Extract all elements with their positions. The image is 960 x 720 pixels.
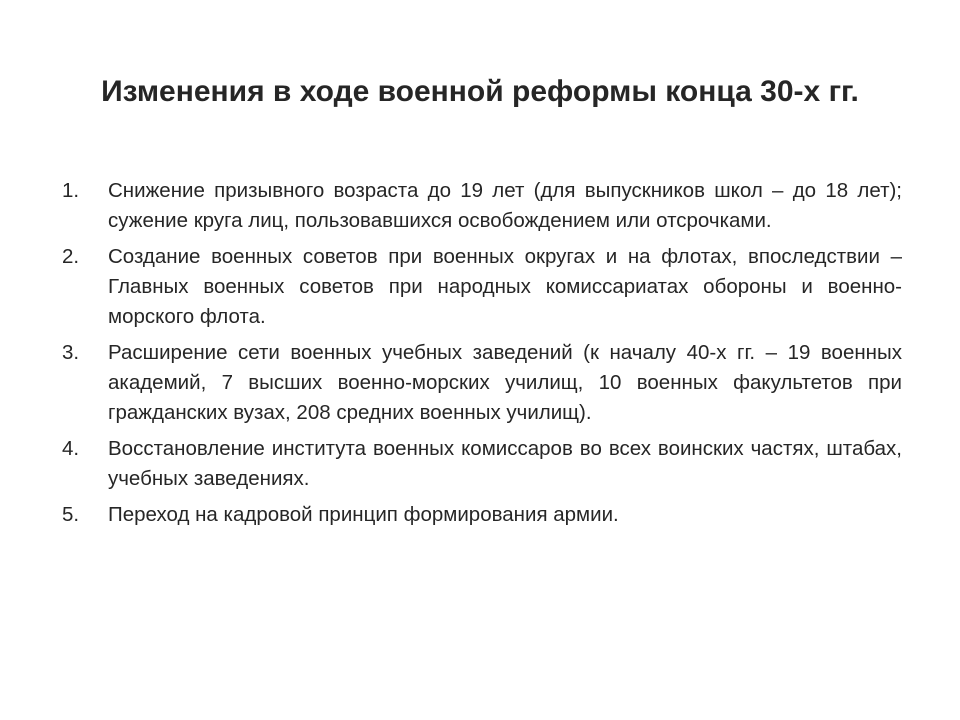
item-number: 5. <box>62 503 80 526</box>
list-item <box>62 242 902 332</box>
item-text: Создание военных советов при военных округах и на флотах, впоследствии – Главных военных советов при народных комиссариатах обороны и военно-морского флота. <box>108 245 902 328</box>
item-text: Снижение призывного возраста до 19 лет (для выпускников школ – до 18 лет); сужение круга лиц, пользовавшихся освобождением или отсрочками. <box>108 179 902 232</box>
list-item <box>62 338 902 428</box>
item-number: 1. <box>62 179 80 202</box>
list-item <box>62 500 902 530</box>
list-item <box>62 176 902 236</box>
item-number: 3. <box>62 341 80 364</box>
slide-title: Изменения в ходе военной реформы конца 30-х гг. <box>101 75 859 108</box>
item-text: Переход на кадровой принцип формирования армии. <box>108 503 619 526</box>
list-item <box>62 434 902 494</box>
item-text: Расширение сети военных учебных заведений (к началу 40-х гг. – 19 военных академий, 7 высших военно-морских училищ, 10 военных факультетов при гражданских вузах, 208 средних военных училищ). <box>108 341 902 424</box>
reform-list <box>62 176 902 536</box>
item-number: 4. <box>62 437 80 460</box>
item-text: Восстановление института военных комиссаров во всех воинских частях, штабах, учебных заведениях. <box>108 437 902 490</box>
item-number: 2. <box>62 245 80 268</box>
